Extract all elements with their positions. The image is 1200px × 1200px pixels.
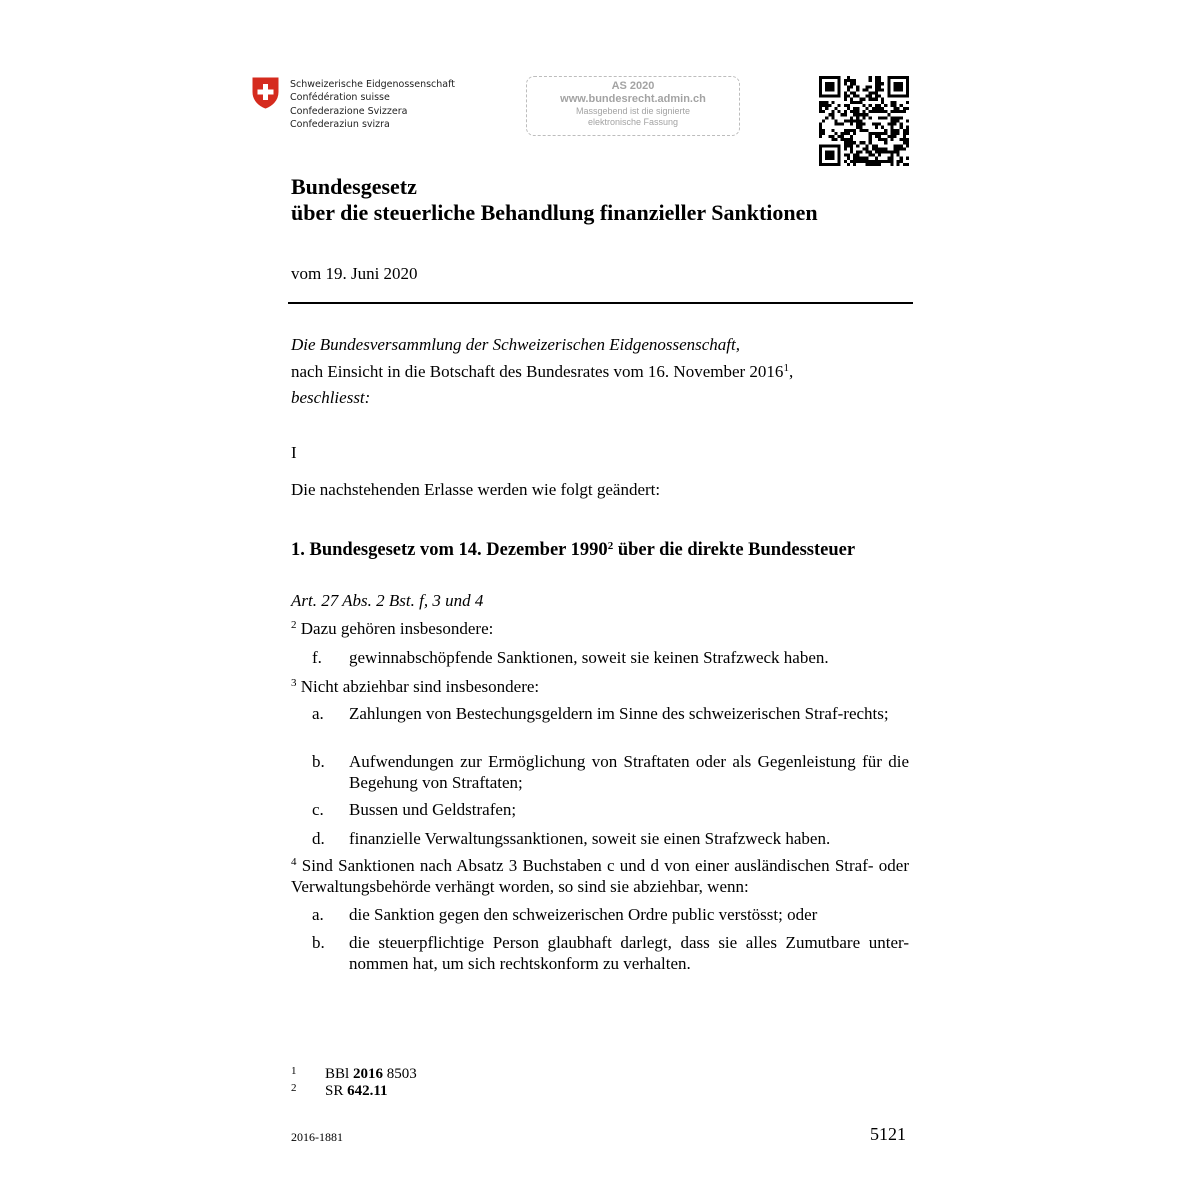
preamble-assembly: Die Bundesversammlung der Schweizerischen Eidgenossenschaft, bbox=[291, 335, 740, 354]
preamble-reference bbox=[291, 361, 793, 382]
footnote-ref-2[interactable]: 2 bbox=[607, 540, 614, 552]
list-item bbox=[291, 799, 909, 820]
footnote-year: 2016 bbox=[352, 1066, 383, 1082]
title-divider bbox=[288, 302, 913, 304]
list-item-letter: d. bbox=[312, 829, 325, 848]
official-publication-stamp bbox=[526, 76, 740, 136]
stamp-note-2: elektronische Fassung bbox=[587, 117, 679, 127]
footnote-number: 1 bbox=[291, 1065, 297, 1077]
document-title bbox=[291, 174, 818, 226]
preamble-reference-text: nach Einsicht in die Botschaft des Bundesrates vom 16. November 2016 bbox=[291, 362, 784, 381]
paragraph-3-text: Nicht abziehbar sind insbesondere: bbox=[296, 677, 540, 696]
footnote-sr-number: 642.11 bbox=[347, 1083, 388, 1099]
list-item bbox=[291, 703, 909, 724]
list-item-text: finanzielle Verwaltungssanktionen, soweit sie einen Strafzweck haben. bbox=[349, 829, 831, 848]
enactment-date: vom 19. Juni 2020 bbox=[291, 264, 418, 283]
footnote-prefix: SR bbox=[325, 1083, 348, 1099]
confederation-name-de: Schweizerische Eidgenossenschaft bbox=[290, 79, 456, 90]
title-line-2: über die steuerliche Behandlung finanzieller Sanktionen bbox=[291, 200, 818, 225]
section-heading bbox=[291, 540, 855, 561]
list-item bbox=[291, 647, 909, 668]
list-item-text: die Sanktion gegen den schweizerischen Ordre public verstösst; oder bbox=[349, 905, 818, 924]
list-item-letter: f. bbox=[312, 648, 322, 667]
stamp-note-1: Massgebend ist die signierte bbox=[575, 106, 691, 116]
paragraph-2-number: 2 bbox=[291, 619, 297, 631]
part-intro: Die nachstehenden Erlasse werden wie folgt geändert: bbox=[291, 480, 661, 499]
list-item bbox=[291, 932, 909, 974]
list-item-text: Zahlungen von Bestechungsgeldern im Sinne des schweizerischen Straf-rechts; bbox=[349, 704, 889, 723]
confederation-names bbox=[290, 78, 455, 131]
list-item-letter: a. bbox=[312, 704, 324, 723]
title-line-1: Bundesgesetz bbox=[291, 174, 417, 199]
paragraph-2-text: Dazu gehören insbesondere: bbox=[296, 619, 494, 638]
list-item-text: gewinnabschöpfende Sanktionen, soweit sie keinen Strafzweck haben. bbox=[349, 648, 829, 667]
swiss-coat-of-arms-icon bbox=[251, 76, 280, 109]
preamble-reference-end: , bbox=[788, 362, 794, 381]
footnote bbox=[291, 1080, 388, 1100]
list-item-text: Aufwendungen zur Ermöglichung von Straftaten oder als Gegenleistung für die Begehung von Straftaten; bbox=[349, 752, 909, 792]
list-item bbox=[291, 751, 909, 793]
paragraph-3-number: 3 bbox=[291, 677, 297, 689]
stamp-collection: AS 2020 bbox=[611, 80, 655, 92]
paragraph-4-text: Sind Sanktionen nach Absatz 3 Buchstaben c und d von einer ausländischen Straf- oder Verwaltungsbehörde verhängt worden, so sind sie abziehbar, wenn: bbox=[291, 856, 909, 896]
footnote-suffix: 8503 bbox=[382, 1066, 417, 1082]
confederation-name-rm: Confederaziun svizra bbox=[290, 118, 390, 130]
page-number: 5121 bbox=[870, 1124, 906, 1144]
footnote-prefix: BBl bbox=[325, 1066, 353, 1082]
confederation-name-fr: Confédération suisse bbox=[290, 92, 390, 104]
list-item-letter: c. bbox=[312, 800, 324, 819]
preamble-decides: beschliesst: bbox=[291, 388, 371, 407]
document-number: 2016-1881 bbox=[291, 1130, 343, 1144]
list-item-letter: b. bbox=[312, 933, 325, 952]
part-number: I bbox=[291, 443, 297, 462]
list-item-text: die steuerpflichtige Person glaubhaft darlegt, dass sie alles Zumutbare unter-nommen hat, um sich rechtskonform zu verhalten. bbox=[349, 933, 909, 973]
section-heading-a: 1. Bundesgesetz vom 14. Dezember 1990 bbox=[291, 540, 608, 560]
paragraph-4 bbox=[291, 855, 909, 897]
list-item bbox=[291, 828, 909, 849]
list-item-letter: a. bbox=[312, 905, 324, 924]
section-heading-b: über die direkte Bundessteuer bbox=[613, 540, 856, 560]
paragraph-2 bbox=[291, 618, 493, 639]
paragraph-3 bbox=[291, 676, 539, 697]
list-item-letter: b. bbox=[312, 752, 325, 771]
confederation-name-it: Confederazione Svizzera bbox=[290, 105, 408, 117]
footnote-ref-1[interactable]: 1 bbox=[783, 362, 789, 374]
paragraph-4-number: 4 bbox=[291, 856, 297, 868]
list-item bbox=[291, 904, 909, 925]
article-reference: Art. 27 Abs. 2 Bst. f, 3 und 4 bbox=[291, 591, 484, 610]
footnote-number: 2 bbox=[291, 1082, 297, 1094]
list-item-text: Bussen und Geldstrafen; bbox=[349, 800, 517, 819]
qr-code-icon bbox=[819, 76, 909, 166]
stamp-website: www.bundesrecht.admin.ch bbox=[560, 93, 706, 105]
